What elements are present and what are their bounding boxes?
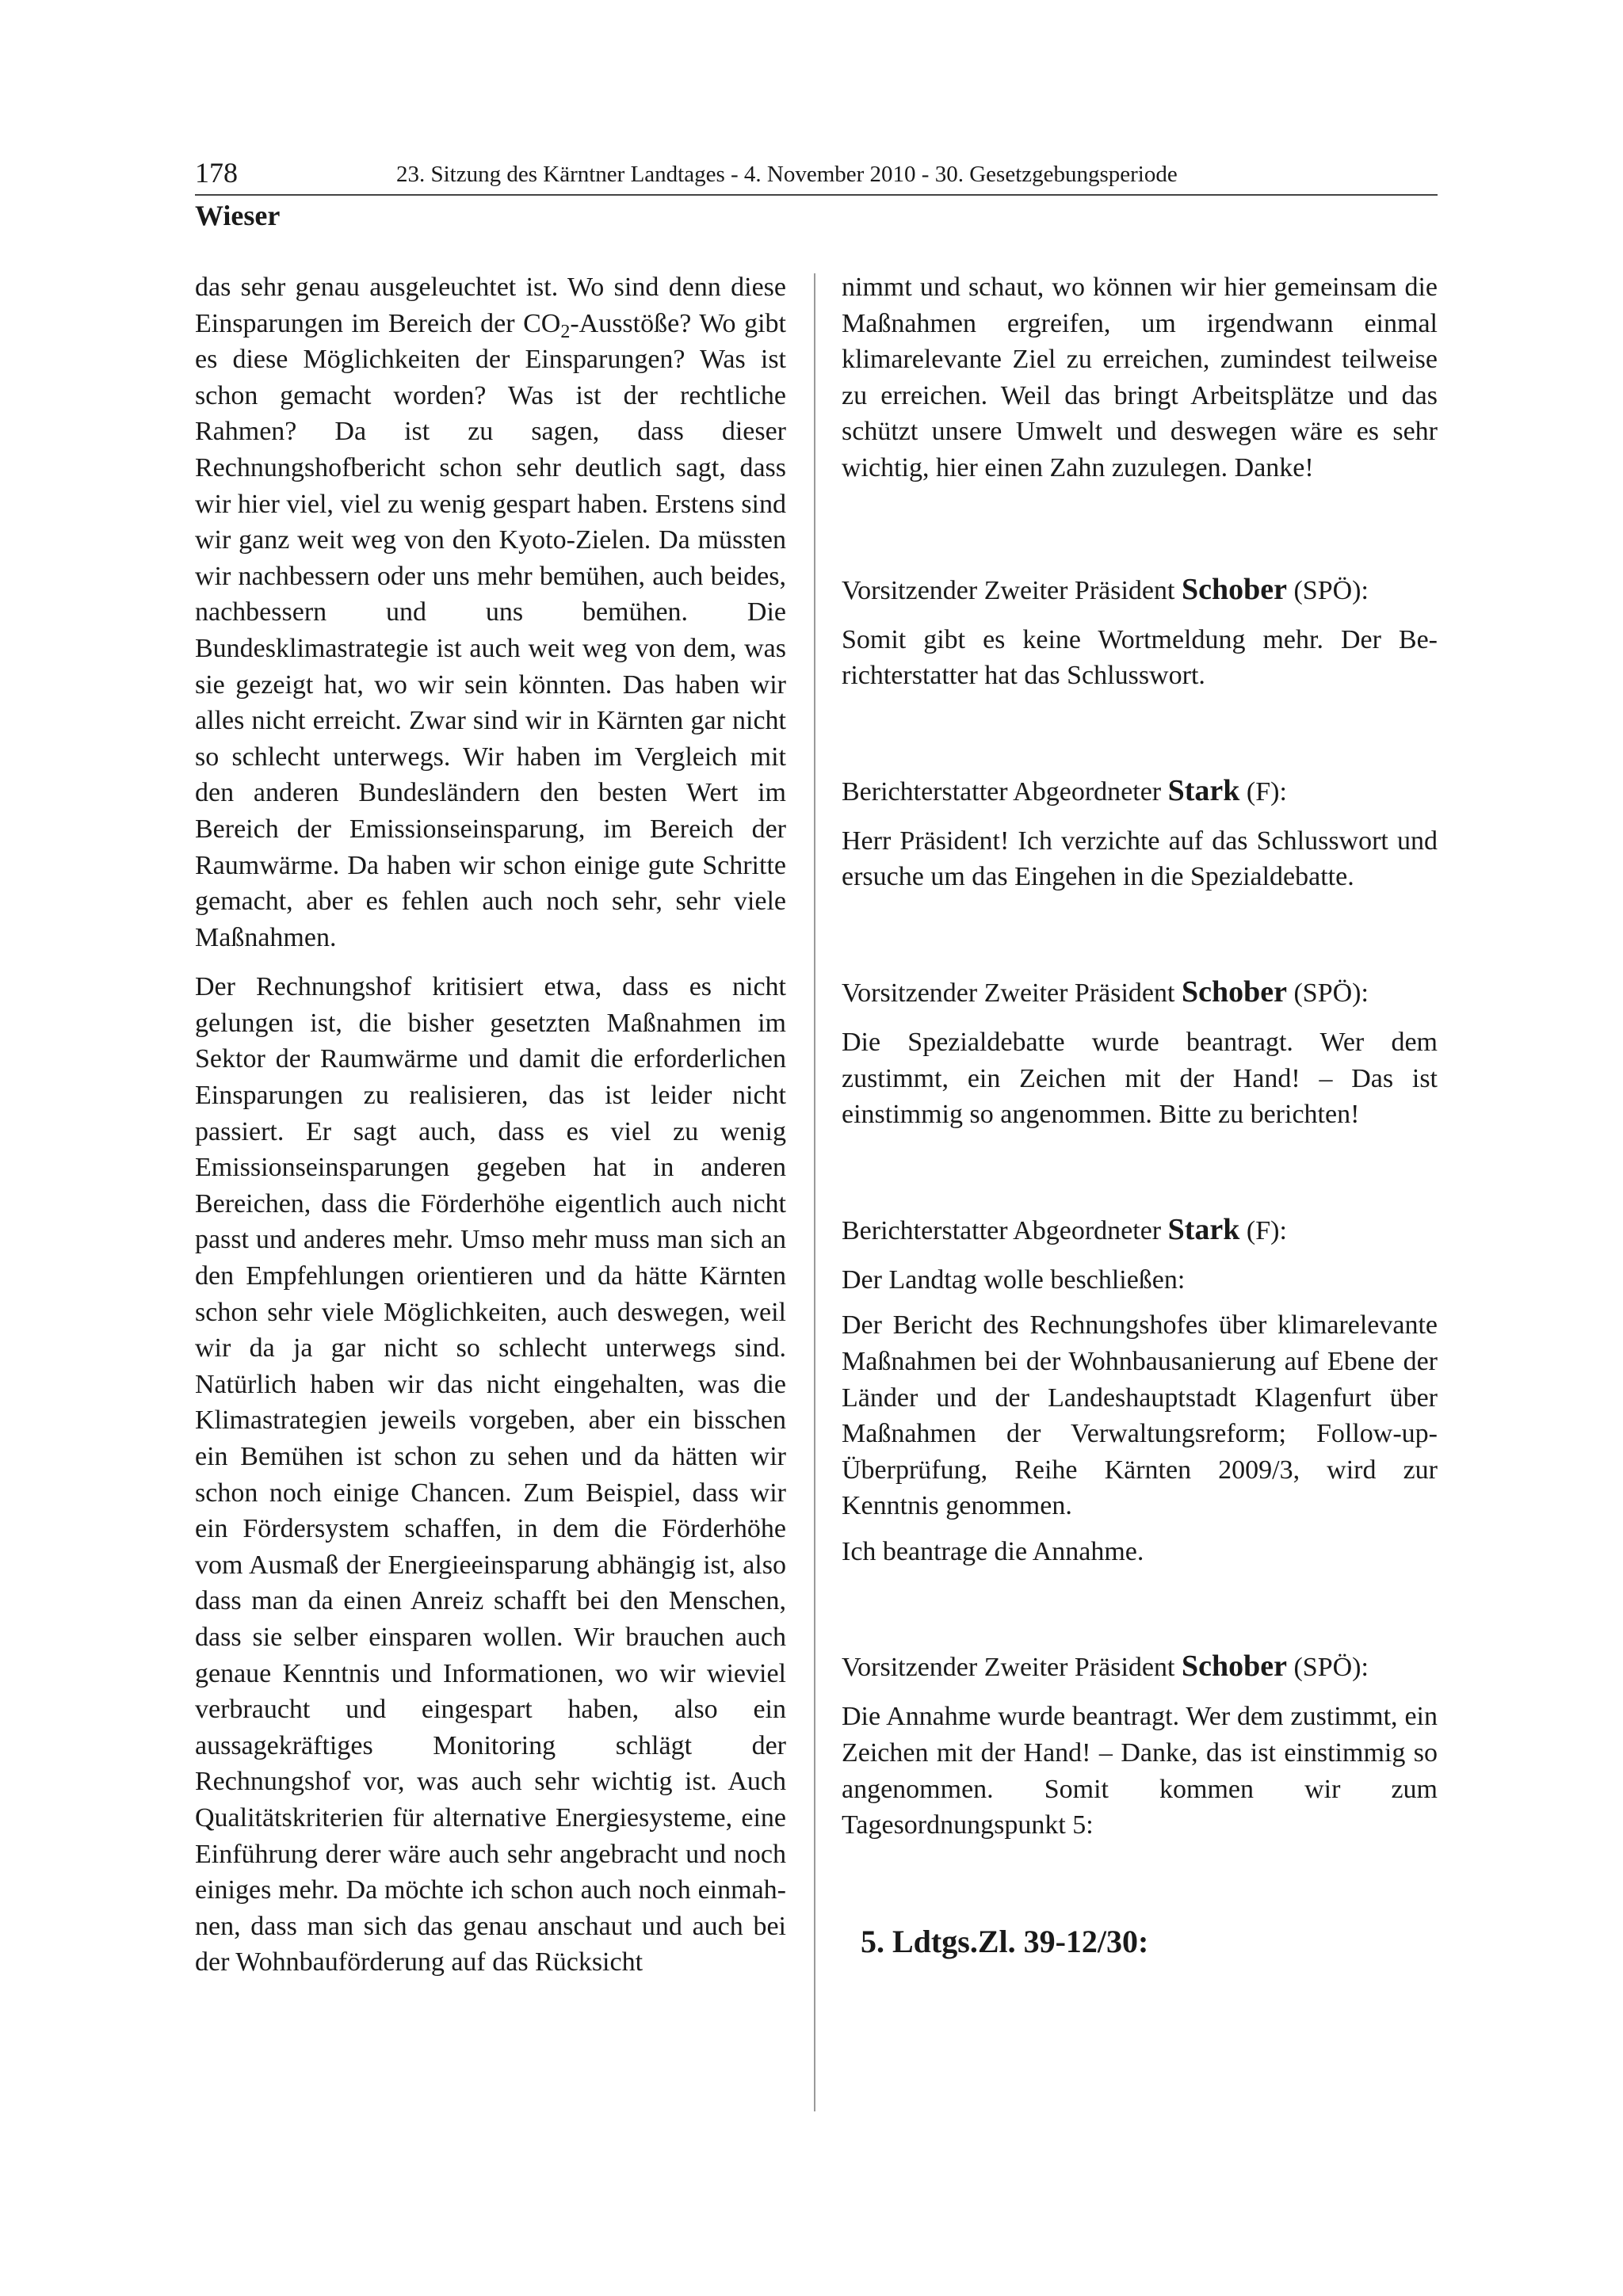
column-divider [814,273,815,2111]
spacer [842,895,1438,974]
spacer [842,1011,1438,1024]
motion-intro: Der Landtag wolle beschließen: [842,1264,1186,1295]
speaker-line-schober-2 [842,974,1438,1011]
speaker-line-stark-1 [842,773,1438,810]
speaker-name: Stark [1167,773,1240,807]
speaker-name: Schober [1181,1650,1287,1684]
spacer [842,694,1438,773]
motion-text: Der Bericht des Rechnungshofes über klimarelevante Maßnahmen bei der Wohnbausanierung auf Ebene der Länder und der Landeshauptstadt Klagenfurt über Maßnahmen der Verwaltungsreform; Follow-up-Überprüfung, Reihe Kärnten 2009/3, wird zur Kenntnis genommen. [842,1310,1438,1521]
spacer [842,1524,1438,1534]
co2-subscript: 2 [560,321,571,342]
spacer [842,1133,1438,1212]
speaker-name: Schober [1181,572,1287,606]
left-paragraph-2: Der Rechnungshof kritisiert etwa, dass es nicht gelungen ist, die bisher gesetzten Maßnahmen im Sektor der Raumwärme und damit die erforderlichen Einsparungen zu realisieren, das ist leider nicht passiert. Er sagt auch, dass es viel zu wenig Emissionseinsparungen gegeben hat in anderen Bereichen, dass die Förderhöhe eigentlich auch nicht passt und anderes mehr. Umso mehr muss man sich an den Empfehlungen orientieren und da hätte Kärnten schon sehr viele Möglichkeiten, auch deswegen, weil wir da ja gar nicht so schlecht unterwegs sind. Natürlich haben wir das nicht eingehalten, was die Klimastrategien jeweils vorgeben, aber ein bisschen ein Bemühen ist schon zu sehen und da hätten wir schon noch einige Chancen. Zum Beispiel, dass wir ein Fördersystem schaffen, in dem die Förderhöhe vom Ausmaß der Energieeinsparung abhängig ist, also dass man da einen Anreiz schafft bei den Menschen, dass sie selber einsparen wollen. Wir brauchen auch genaue Kenntnis und Informationen, wo wir wieviel verbraucht und eingespart haben, also ein aussagekräftiges Monitoring schlägt der Rechnungshof vor, was auch sehr wichtig ist. Auch Qualitätskriterien für alternative Energiesysteme, eine Einführung derer wäre auch sehr angebracht und noch einiges mehr. Da möchte ich schon auch noch einmahnen, dass man sich das genau anschaut und auch bei der Wohnbauförderung auf das Rücksicht [195,972,786,1978]
spacer [842,1569,1438,1649]
motion-request: Ich beantrage die Annahme. [842,1536,1144,1566]
speaker-role: Berichterstatter Abgeordneter [842,776,1162,807]
schober-statement-3: Die Annahme wurde beantragt. Wer dem zustimmt, ein Zeichen mit der Hand! – Danke, das ist einstimmig so angenommen. Somit kommen wir zum Tagesordnungspunkt 5: [842,1702,1438,1840]
spacer [842,608,1438,622]
speaker-party: (F): [1246,776,1287,807]
speaker-role: Vorsitzender Zweiter Präsident [842,978,1175,1008]
speaker-name: Schober [1181,974,1287,1009]
spacer [842,810,1438,823]
spacer [842,486,1438,572]
speaker-line-schober-3 [842,1649,1438,1685]
left-paragraph-1 [195,269,786,955]
spacer [842,1298,1438,1307]
running-header-title: 23. Sitzung des Kärntner Landtages - 4. November 2010 - 30. Gesetzgebungsperiode [396,162,1178,187]
left-paragraph-1-part-1: das sehr genau ausgeleuchtet ist. Wo sind denn diese Einsparungen im Bereich der CO [195,273,786,338]
spacer [842,1844,1438,1923]
schober-statement-1: Somit gibt es keine Wortmeldung mehr. Der Berichterstatter hat das Schlusswort. [842,624,1438,691]
speaker-line-stark-2 [842,1212,1438,1249]
speaker-role: Berichterstatter Abgeordneter [842,1215,1162,1245]
speaker-name: Stark [1167,1212,1240,1246]
left-column [195,269,786,1981]
spacer [842,1249,1438,1262]
speaker-party: (SPÖ): [1293,978,1369,1008]
stark-statement-1: Herr Präsident! Ich verzichte auf das Schlusswort und ersuche um das Eingehen in die Spezialdebatte. [842,826,1438,892]
speaker-party: (SPÖ): [1293,575,1369,605]
page-number: 178 [195,157,238,189]
right-paragraph-continuation: nimmt und schaut, wo können wir hier gemeinsam die Maßnahmen ergreifen, um irgendwann einmal klimarelevante Ziel zu erreichen, zumindest teilweise zu erreichen. Weil das bringt Arbeitsplätze und das schützt unsere Umwelt und deswegen wäre es sehr wichtig, hier einen Zahn zuzulegen. Danke! [842,273,1438,482]
speaker-role: Vorsitzender Zweiter Präsident [842,1653,1175,1683]
speaker-role: Vorsitzender Zweiter Präsident [842,575,1175,605]
agenda-item-heading: 5. Ldtgs.Zl. 39-12/30: [861,1923,1149,1959]
left-paragraph-1-part-2: -Ausstöße? Wo gibt es diese Möglichkeiten der Einsparungen? Was ist schon gemacht worden? Was ist der rechtliche Rahmen? Da ist zu sagen, dass dieser Rechnungshofbericht schon sehr deutlich sagt, dass wir hier viel, viel zu wenig gespart haben. Erstens sind wir ganz weit weg von den Kyoto-Zielen. Da müssten wir nachbessern oder uns mehr bemühen, auch beides, nachbessern und uns bemühen. Die Bundesklimastrategie ist auch weit weg von dem, was sie gezeigt hat, wo wir sein könnten. Das haben wir alles nicht erreicht. Zwar sind wir in Kärnten gar nicht so schlecht unterwegs. Wir haben im Vergleich mit den anderen Bundesländern den besten Wert im Bereich der Emissionseinsparung, im Bereich der Raumwärme. Da haben wir schon einige gute Schritte gemacht, aber es fehlen auch noch sehr, sehr viele Maßnahmen. [195,308,786,952]
right-column [842,269,1438,1961]
header-divider [195,194,1438,196]
schober-statement-2: Die Spezialdebatte wurde beantragt. Wer dem zustimmt, ein Zeichen mit der Hand! – Das ist einstimmig so angenommen. Bitte zu berichten! [842,1027,1438,1130]
speaker-party: (F): [1246,1215,1287,1245]
speaker-party: (SPÖ): [1293,1653,1369,1683]
speaker-line-schober-1 [842,572,1438,608]
speaker-tag: Wieser [195,200,281,231]
spacer [842,1685,1438,1699]
